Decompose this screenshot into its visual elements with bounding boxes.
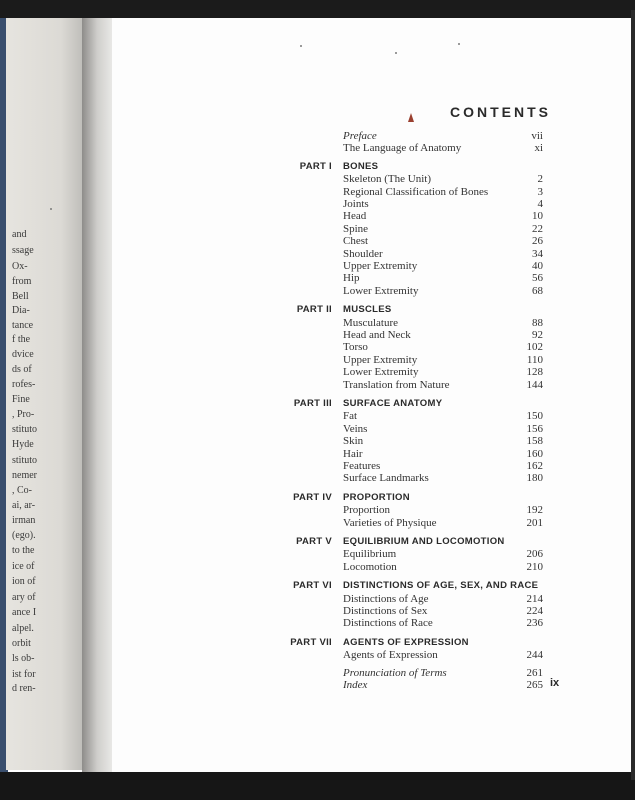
left-page-fragment-text: ance I [12, 607, 37, 618]
entry-page-number: 102 [526, 341, 543, 354]
entry-title: Pronunciation of Terms [343, 666, 447, 679]
part-heading-row [0, 580, 635, 593]
entry-page-number: 110 [526, 353, 543, 366]
toc-entry [0, 667, 635, 680]
part-label: PART VII [290, 636, 332, 648]
toc-entry [0, 260, 635, 273]
part-heading-row [0, 304, 635, 317]
toc-entry [0, 504, 635, 517]
part-label: PART V [296, 536, 332, 547]
part-heading-row [0, 492, 635, 505]
entry-page-number: 56 [532, 272, 543, 285]
left-page-fragment-text: (ego). [12, 530, 36, 541]
left-page-fragment-text: dvice [12, 349, 34, 360]
left-page-fragment-text: Ox- [12, 261, 28, 272]
toc-entry [0, 130, 635, 143]
entry-page-number: 236 [526, 617, 543, 630]
left-page-fragment-text: ice of [12, 561, 35, 572]
entry-page-number: 150 [526, 410, 543, 423]
entry-title: Index [343, 679, 368, 691]
entry-title: Distinctions of Age [343, 592, 429, 605]
left-page-fragment-text: ssage [12, 245, 34, 256]
toc-entry [0, 173, 635, 186]
left-page-fragment-text: stituto [12, 424, 38, 435]
entry-page-number: vii [531, 130, 543, 142]
part-heading: EQUILIBRIUM AND LOCOMOTION [343, 536, 505, 547]
entry-page-number: 160 [526, 447, 543, 460]
toc-entry [0, 517, 635, 530]
toc-entry [0, 272, 635, 285]
entry-page-number: 265 [526, 679, 543, 691]
entry-page-number: 92 [532, 329, 543, 341]
entry-page-number: 144 [526, 378, 543, 391]
toc-entry [0, 285, 635, 298]
left-page-fragment-text: ary of [12, 592, 36, 603]
entry-title: Distinctions of Race [343, 617, 433, 630]
part-heading: SURFACE ANATOMY [343, 398, 443, 409]
left-page-fragment-text: from [12, 276, 32, 287]
left-page-fragment-text: Bell [12, 291, 29, 302]
toc-entry [0, 186, 635, 199]
entry-title: Hip [343, 272, 360, 285]
toc-entry [0, 617, 635, 630]
entry-page-number: 210 [526, 560, 543, 573]
toc-entry [0, 605, 635, 618]
toc-entry [0, 410, 635, 423]
entry-title: Lower Extremity [343, 366, 419, 379]
left-page-fragment-text: ls ob- [12, 653, 35, 664]
part-heading-row [0, 161, 635, 174]
entry-title: Proportion [343, 504, 391, 517]
entry-page-number: 156 [526, 422, 543, 435]
part-heading: BONES [343, 160, 379, 172]
page-title: CONTENTS [450, 104, 551, 120]
toc-entry [0, 341, 635, 354]
entry-page-number: 88 [532, 316, 543, 329]
toc-entry [0, 545, 635, 561]
entry-page-number: 26 [532, 235, 543, 248]
part-label: PART I [299, 160, 332, 172]
left-page-fragment-text: stituto [12, 455, 38, 466]
entry-page-number: 4 [537, 198, 543, 210]
toc-entry [0, 448, 635, 461]
toc-entry [0, 245, 635, 261]
entry-title: Features [343, 460, 381, 472]
entry-page-number: 180 [526, 472, 543, 485]
entry-title: Head and Neck [343, 329, 411, 341]
entry-page-number: 22 [532, 222, 543, 235]
entry-title: Locomotion [343, 560, 397, 573]
toc-entry [0, 460, 635, 473]
entry-page-number: 34 [532, 247, 543, 260]
toc-entry [0, 561, 635, 574]
part-heading-row [0, 637, 635, 650]
entry-page-number: 224 [526, 605, 543, 617]
left-page-fragment-text: rofes- [12, 379, 36, 390]
left-page-fragment-text: ai, ar- [12, 500, 36, 511]
left-page-fragment-text: d ren- [12, 683, 36, 694]
entry-title: Musculature [343, 316, 398, 329]
left-page-fragment-text: to the [12, 545, 35, 556]
entry-title: Fat [343, 410, 358, 423]
entry-title: The Language of Anatomy [343, 142, 462, 155]
entry-title: Veins [343, 422, 368, 435]
part-heading: DISTINCTIONS OF AGE, SEX, AND RACE [343, 580, 539, 592]
part-label: PART II [296, 304, 332, 316]
entry-page-number: 40 [532, 260, 543, 272]
left-page-fragment-text: Fine [12, 394, 30, 405]
entry-page-number: 68 [532, 284, 543, 297]
left-page-fragment-text: Hyde [12, 439, 34, 450]
part-heading: AGENTS OF EXPRESSION [343, 636, 469, 648]
entry-title: Upper Extremity [343, 260, 418, 272]
part-heading-row [0, 398, 635, 411]
entry-page-number: 158 [526, 435, 543, 448]
entry-title: Equilibrium [343, 548, 397, 561]
entry-page-number: 128 [526, 366, 543, 379]
entry-page-number: 206 [526, 548, 543, 561]
entry-title: Translation from Nature [343, 378, 450, 391]
entry-title: Torso [343, 341, 368, 354]
entry-page-number: 3 [537, 185, 543, 198]
entry-title: Joints [343, 198, 369, 210]
entry-page-number: 244 [526, 649, 543, 662]
left-page-fragment-text: , Co- [12, 485, 32, 496]
toc-entry [0, 223, 635, 236]
entry-title: Agents of Expression [343, 649, 438, 662]
left-page-fragment-text: , Pro- [12, 409, 35, 420]
entry-title: Spine [343, 222, 369, 235]
entry-page-number: 2 [537, 173, 543, 186]
entry-title: Regional Classification of Bones [343, 185, 489, 198]
left-page-fragment-text: Dia- [12, 305, 30, 316]
toc-entry [0, 142, 635, 155]
toc-entry [0, 649, 635, 662]
entry-title: Head [343, 210, 367, 223]
left-page-fragment-text: alpel. [12, 623, 34, 634]
part-label: PART IV [293, 491, 332, 503]
entry-page-number: 10 [532, 210, 543, 223]
entry-page-number: 201 [526, 516, 543, 529]
toc-entry [0, 423, 635, 436]
entry-title: Hair [343, 447, 363, 460]
left-page-fragment-text: and [12, 229, 27, 240]
toc-entry [0, 593, 635, 606]
left-page-fragment-text: ion of [12, 576, 36, 587]
left-page-fragment-text: irman [12, 515, 36, 526]
entry-title: Distinctions of Sex [343, 605, 428, 617]
toc-entry [0, 679, 635, 692]
part-heading: MUSCLES [343, 304, 392, 316]
entry-title: Shoulder [343, 247, 383, 260]
entry-page-number: 261 [526, 666, 543, 679]
toc-entry [0, 317, 635, 330]
entry-title: Chest [343, 235, 369, 248]
entry-page-number: 192 [526, 504, 543, 517]
part-heading: PROPORTION [343, 491, 410, 503]
entry-title: Upper Extremity [343, 353, 418, 366]
entry-page-number: 214 [526, 592, 543, 605]
left-page-fragment-text: ds of [12, 364, 32, 375]
part-heading-row [0, 536, 635, 549]
toc-entry [0, 210, 635, 223]
toc-entry [0, 235, 635, 248]
entry-title: Surface Landmarks [343, 472, 429, 485]
toc-entry [0, 472, 635, 485]
left-page-fragment-text: tance [12, 320, 34, 331]
entry-title: Preface [343, 130, 377, 142]
toc-entry [0, 198, 635, 211]
part-label: PART III [293, 398, 332, 409]
entry-title: Varieties of Physique [343, 516, 437, 529]
left-page-fragment-text: nemer [12, 470, 37, 481]
toc-entry [0, 366, 635, 379]
entry-title: Skin [343, 435, 364, 448]
entry-title: Skeleton (The Unit) [343, 173, 431, 186]
entry-page-number: 162 [526, 460, 543, 472]
page-folio: ix [550, 677, 560, 689]
left-page-fragment-text: f the [12, 334, 31, 345]
toc-entry [0, 435, 635, 448]
entry-title: Lower Extremity [343, 284, 419, 297]
toc-entry [0, 329, 635, 342]
left-page-fragment-text: ist for [12, 669, 36, 680]
toc-entry [0, 354, 635, 367]
part-label: PART VI [293, 580, 332, 592]
left-page-fragment-text: orbit [12, 638, 31, 649]
entry-page-number: xi [534, 142, 543, 155]
toc-entry [0, 379, 635, 392]
